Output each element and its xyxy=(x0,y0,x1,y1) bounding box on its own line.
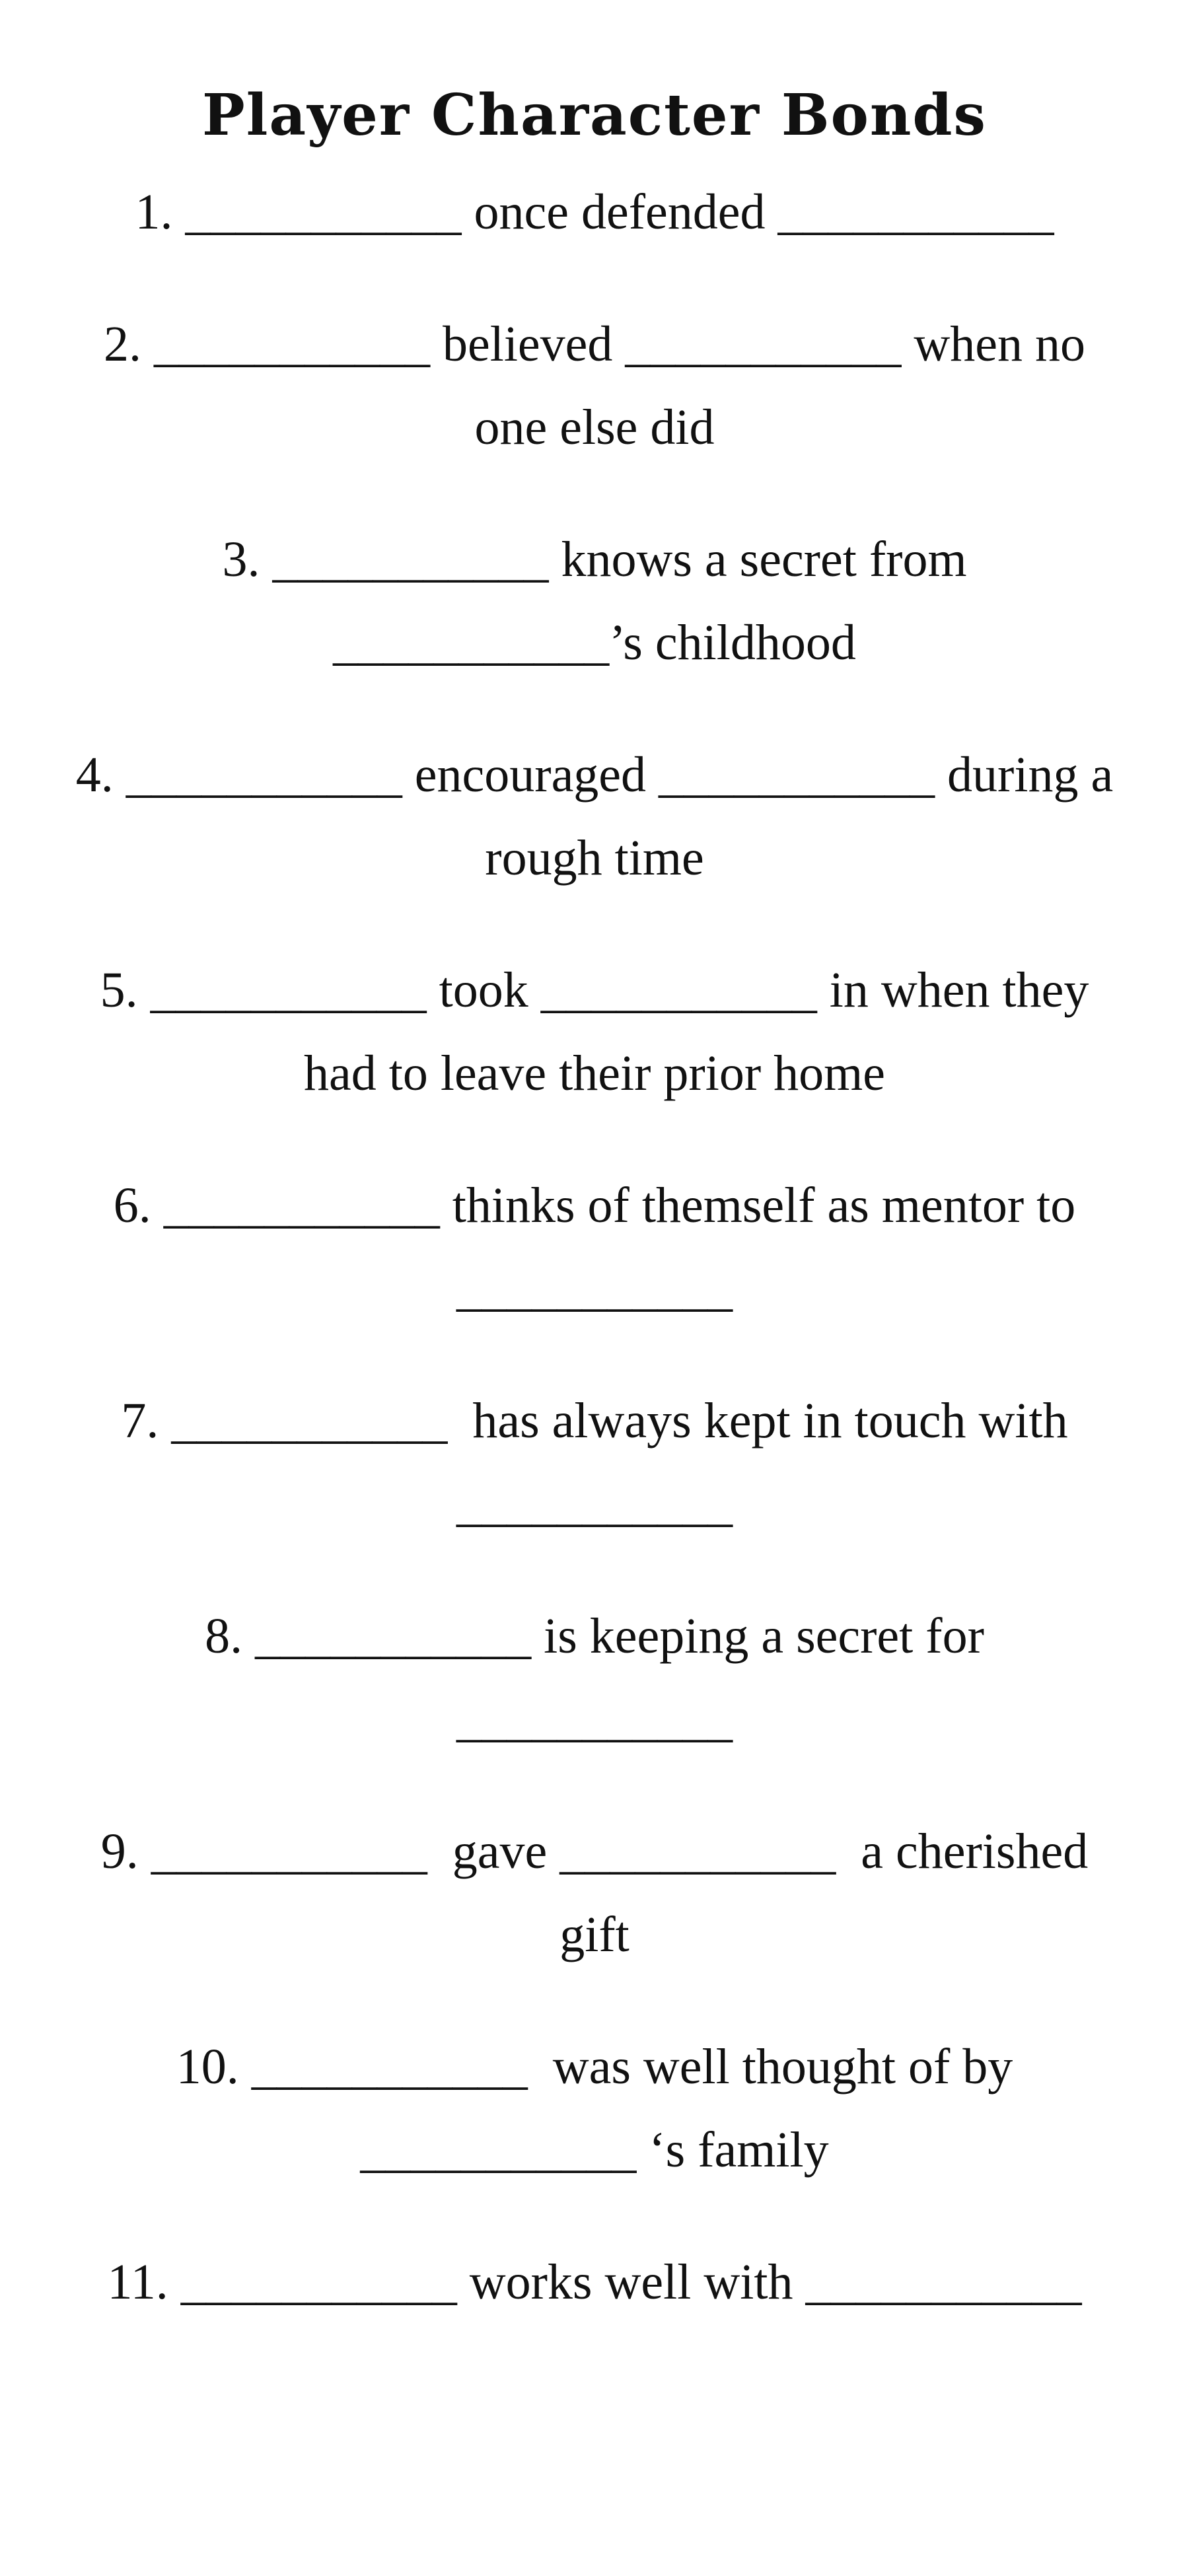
bond-list xyxy=(66,170,1126,2324)
bond-text: 9. ___________ gave ___________ a cherished gift xyxy=(100,1824,1101,1962)
bond-text: 6. ___________ thinks of themself as mentor to ___________ xyxy=(113,1178,1089,1316)
bond-item-2 xyxy=(66,303,1123,469)
bond-item-5 xyxy=(66,948,1123,1115)
bond-text: 1. ___________ once defended ___________ xyxy=(135,184,1054,240)
bond-item-1 xyxy=(66,170,1123,254)
bond-item-6 xyxy=(66,1164,1123,1330)
bond-item-4 xyxy=(66,733,1126,900)
bond-text: 4. ___________ encouraged ___________ during a rough time xyxy=(75,747,1126,886)
page-title: Player Character Bonds xyxy=(202,82,987,149)
bond-text: 2. ___________ believed ___________ when no one else did xyxy=(103,316,1099,455)
bond-text: 5. ___________ took ___________ in when they had to leave their prior home xyxy=(100,962,1102,1101)
bond-item-10 xyxy=(66,2025,1123,2192)
bond-item-8 xyxy=(66,1594,1123,1761)
bond-text: 11. ___________ works well with ___________ xyxy=(107,2254,1082,2310)
bond-text: 10. ___________ was well thought of by ___________ ‘s family xyxy=(176,2039,1026,2178)
bond-item-9 xyxy=(66,1810,1123,1976)
bond-item-11 xyxy=(66,2240,1123,2324)
bond-text: 3. ___________ knows a secret from ___________’s childhood xyxy=(222,532,980,670)
bond-text: 8. ___________ is keeping a secret for ___________ xyxy=(205,1608,997,1747)
bond-text: 7. ___________ has always kept in touch with ___________ xyxy=(121,1393,1081,1532)
bond-item-7 xyxy=(66,1379,1123,1546)
bond-item-3 xyxy=(66,518,1123,684)
